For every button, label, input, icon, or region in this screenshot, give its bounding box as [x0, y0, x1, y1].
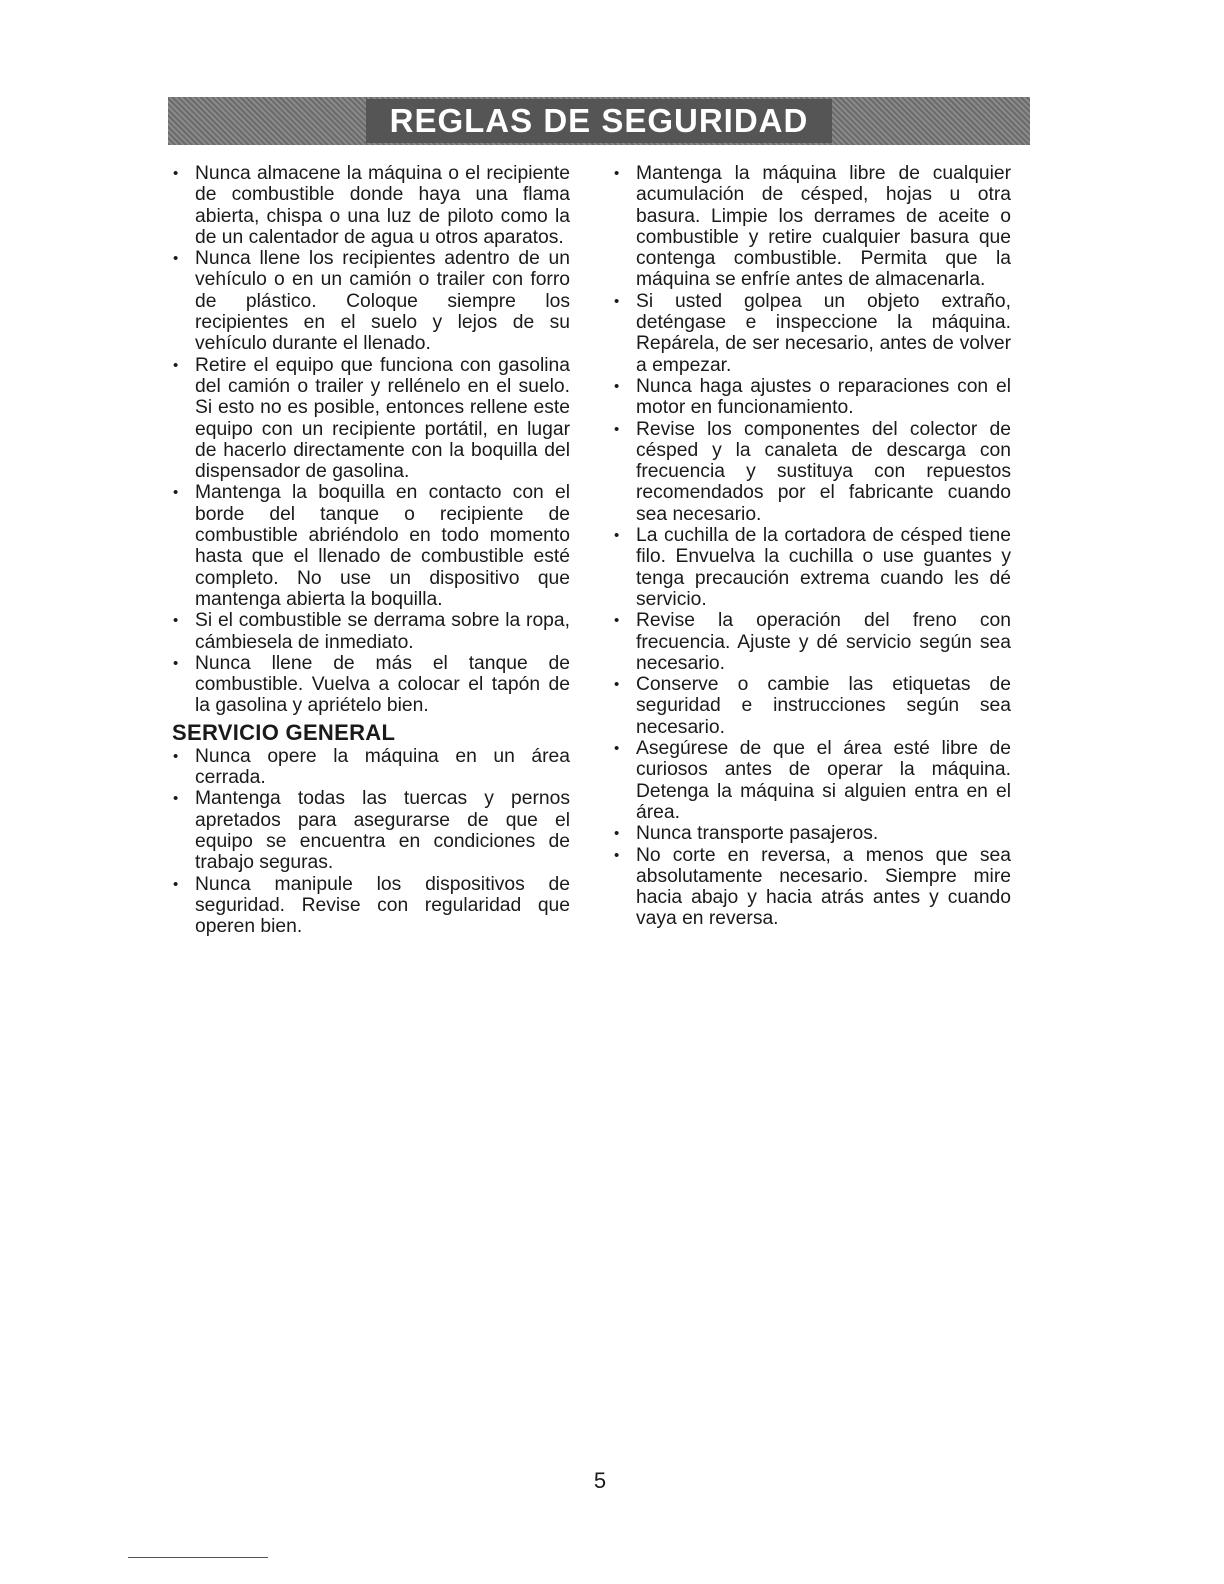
list-item: • Si usted golpea un objeto extraño, deténgase e inspeccione la máquina. Repárela, de ser necesario, antes de volver a empezar. [613, 291, 1011, 376]
page-title: REGLAS DE SEGURIDAD [389, 102, 809, 139]
list-item: • Mantenga todas las tuercas y pernos apretados para asegurarse de que el equipo se encuentra en condiciones de trabajo seguras. [172, 788, 570, 873]
list-item: • Nunca transporte pasajeros. [613, 823, 1011, 844]
list-item: • La cuchilla de la cortadora de césped tiene filo. Envuelva la cuchilla o use guantes y tenga precaución extrema cuando les dé servicio. [613, 525, 1011, 610]
list-item: • Nunca llene los recipientes adentro de un vehículo o en un camión o trailer con forro de plástico. Coloque siempre los recipientes en el suelo y lejos de su vehículo durante el llenado. [172, 248, 570, 354]
banner-title-box [366, 99, 833, 143]
list-item: • Si el combustible se derrama sobre la ropa, cámbiesela de inmediato. [172, 610, 570, 653]
left-column [172, 163, 570, 937]
list-item: • No corte en reversa, a menos que sea absolutamente necesario. Siempre mire hacia abajo y hacia atrás antes y cuando vaya en reversa. [613, 845, 1011, 930]
section-banner [168, 97, 1030, 145]
list-item: • Conserve o cambie las etiquetas de seguridad e instrucciones según sea necesario. [613, 674, 1011, 738]
list-item: • Nunca haga ajustes o reparaciones con el motor en funcionamiento. [613, 376, 1011, 419]
service-list [172, 746, 570, 938]
list-item: • Revise los componentes del colector de césped y la canaleta de descarga con frecuencia y sustituya con repuestos recomendados por el fabricante cuando sea necesario. [613, 419, 1011, 525]
safety-list-left [172, 163, 570, 717]
list-item: • Nunca llene de más el tanque de combustible. Vuelva a colocar el tapón de la gasolina y apriételo bien. [172, 653, 570, 717]
footer-rule [128, 1557, 268, 1558]
list-item: • Asegúrese de que el área esté libre de curiosos antes de operar la máquina. Detenga la máquina si alguien entra en el área. [613, 738, 1011, 823]
list-item: • Retire el equipo que funciona con gasolina del camión o trailer y rellénelo en el suelo. Si esto no es posible, entonces rellene este equipo con un recipiente portátil, en lugar de hacerlo directamente con la boquilla del dispensador de gasolina. [172, 355, 570, 483]
right-column [613, 163, 1011, 930]
list-item: • Mantenga la máquina libre de cualquier acumulación de césped, hojas u otra basura. Limpie los derrames de aceite o combustible y retire cualquier basura que contenga combustible. Permita que la máquina se enfríe antes de almacenarla. [613, 163, 1011, 291]
list-item: • Nunca manipule los dispositivos de seguridad. Revise con regularidad que operen bien. [172, 874, 570, 938]
list-item: • Revise la operación del freno con frecuencia. Ajuste y dé servicio según sea necesario. [613, 610, 1011, 674]
page-number: 5 [593, 1468, 607, 1493]
list-item: • Nunca opere la máquina en un área cerrada. [172, 746, 570, 789]
list-item: • Mantenga la boquilla en contacto con el borde del tanque o recipiente de combustible abriéndolo en todo momento hasta que el llenado de combustible esté completo. No use un dispositivo que mantenga abierta la boquilla. [172, 482, 570, 610]
safety-list-right [613, 163, 1011, 930]
section-heading-servicio-general: SERVICIO GENERAL [172, 719, 396, 745]
list-item: • Nunca almacene la máquina o el recipiente de combustible donde haya una flama abierta, chispa o una luz de piloto como la de un calentador de agua u otros aparatos. [172, 163, 570, 248]
